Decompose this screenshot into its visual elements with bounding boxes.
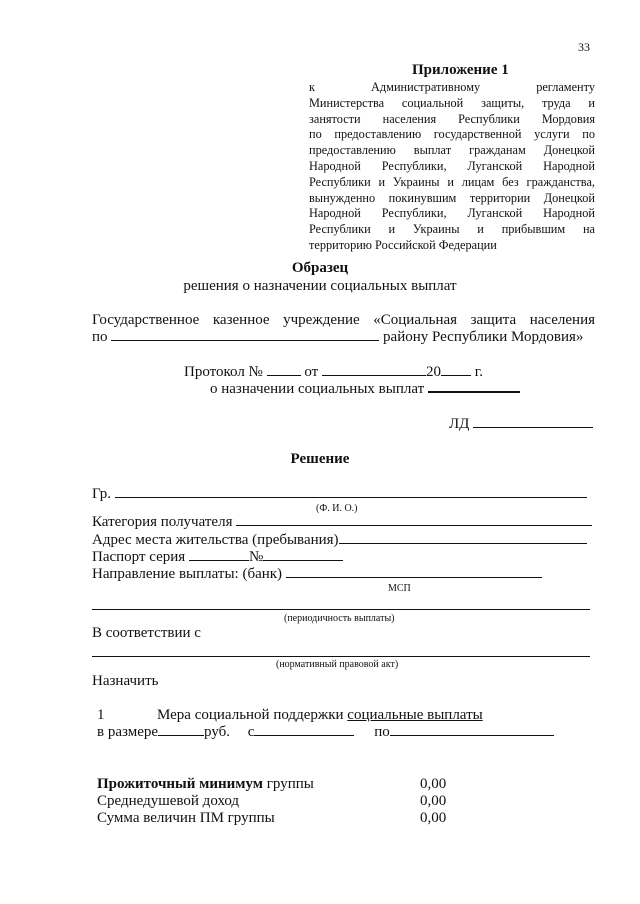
address-field[interactable]	[339, 532, 587, 544]
passport-number-label: №	[248, 549, 264, 565]
protocol-year-prefix: 20	[425, 364, 441, 380]
summary-row	[97, 810, 275, 827]
appendix-text	[309, 80, 595, 254]
protocol-subject-field[interactable]	[428, 381, 520, 393]
appendix-line: вынужденно покинувшим территории Донецкой	[309, 190, 595, 205]
passport-label: Паспорт серия	[92, 549, 186, 565]
to-label: по	[374, 724, 390, 740]
appendix-line: территорию Российской Федерации	[309, 237, 497, 252]
direction-line	[92, 566, 542, 583]
appendix-line: предоставлению выплат гражданам Донецкой	[309, 143, 595, 158]
institution-line1: Государственное казенное учреждение «Социальная защита населения	[92, 312, 595, 328]
amount-field[interactable]	[158, 724, 204, 736]
appendix-line: Народной Республики, Луганской Народной	[309, 206, 595, 221]
appendix-line: Республики и Украины и прибывшим на	[309, 222, 595, 237]
appendix-line: Министерства социальной защиты, труда и	[309, 95, 595, 110]
fio-hint: (Ф. И. О.)	[316, 503, 358, 514]
measure-line	[97, 707, 105, 724]
institution-prefix: по	[92, 329, 108, 345]
appendix-line: к Административному регламенту	[309, 80, 595, 94]
decision-title: Решение	[290, 451, 350, 467]
measure-label: Мера социальной поддержки	[157, 707, 344, 723]
protocol-year-suffix: г.	[474, 364, 483, 380]
msp-hint: МСП	[388, 583, 411, 594]
periodicity-hint: (периодичность выплаты)	[284, 613, 395, 624]
summary-row	[97, 776, 314, 793]
bank-field[interactable]	[286, 566, 542, 578]
page-number: 33	[578, 40, 590, 54]
summary-label: группы	[263, 776, 314, 792]
according-label: В соответствии с	[92, 625, 201, 641]
direction-label: Направление выплаты: (банк)	[92, 566, 283, 582]
passport-line	[92, 549, 343, 566]
protocol-from: от	[304, 364, 319, 380]
summary-value: 0,00	[420, 793, 447, 809]
passport-number-field[interactable]	[263, 549, 343, 561]
summary-value: 0,00	[420, 776, 447, 792]
institution-line2	[92, 329, 583, 346]
assign-label: Назначить	[92, 673, 159, 689]
district-field[interactable]	[111, 329, 379, 341]
summary-row	[97, 793, 239, 810]
gr-label: Гр.	[92, 486, 111, 502]
category-field[interactable]	[236, 514, 592, 526]
from-label: с	[247, 724, 255, 740]
measure-text	[157, 707, 483, 724]
legal-act-hint: (нормативный правовой акт)	[276, 659, 399, 670]
date-to-field[interactable]	[390, 724, 554, 736]
gr-line	[92, 486, 587, 503]
category-line	[92, 514, 592, 531]
ld-line	[449, 416, 593, 433]
fio-field[interactable]	[115, 486, 587, 498]
summary-value: 0,00	[420, 810, 447, 826]
summary-label: Сумма величин ПМ группы	[97, 810, 275, 826]
passport-series-field[interactable]	[189, 549, 249, 561]
address-line	[92, 532, 587, 549]
summary-label: Среднедушевой доход	[97, 793, 240, 809]
ld-field[interactable]	[473, 416, 593, 428]
legal-act-field[interactable]	[92, 656, 590, 657]
appendix-line: занятости населения Республики Мордовия	[309, 111, 595, 126]
appendix-title: Приложение 1	[412, 62, 509, 78]
protocol-number-field[interactable]	[267, 364, 301, 376]
appendix-line: Республики и Украины и лицам без гражданства,	[309, 174, 595, 189]
measure-number: 1	[97, 707, 105, 723]
measure-value: социальные выплаты	[347, 707, 483, 723]
institution-suffix: району Республики Мордовия»	[383, 329, 584, 345]
category-label: Категория получателя	[92, 514, 233, 530]
amount-label: в размере	[97, 724, 159, 740]
address-label: Адрес места жительства (пребывания)	[92, 532, 339, 548]
amount-line	[97, 724, 554, 741]
protocol-year-field[interactable]	[441, 364, 471, 376]
protocol-date-field[interactable]	[322, 364, 426, 376]
ld-label: ЛД	[449, 416, 470, 432]
sample-subtitle: решения о назначении социальных выплат	[183, 278, 457, 294]
summary-label-bold: Прожиточный минимум	[97, 776, 264, 792]
appendix-line: по предоставлению государственной услуги по	[309, 127, 595, 142]
protocol-label: Протокол №	[184, 364, 263, 380]
appendix-line: Народной Республики, Луганской Народной	[309, 158, 595, 173]
date-from-field[interactable]	[254, 724, 354, 736]
periodicity-field[interactable]	[92, 609, 590, 610]
protocol-subject-line	[210, 381, 520, 398]
rub-label: руб.	[204, 724, 231, 740]
protocol-subject: о назначении социальных выплат	[210, 381, 425, 397]
sample-title: Образец	[291, 260, 349, 276]
protocol-line	[184, 364, 483, 381]
